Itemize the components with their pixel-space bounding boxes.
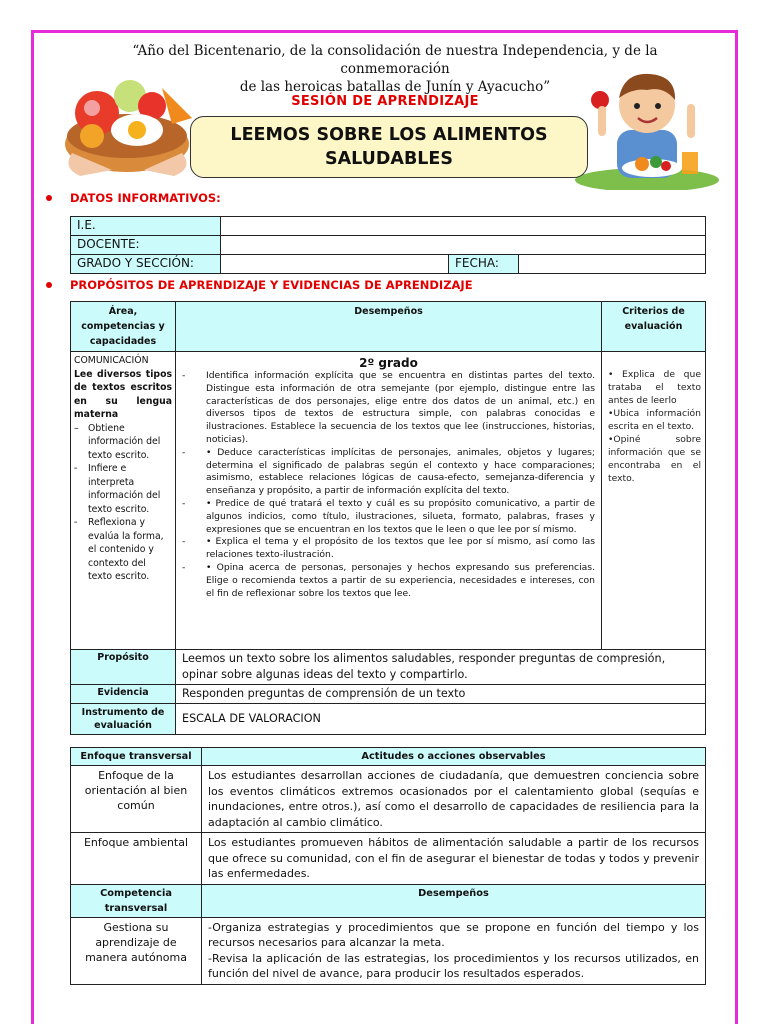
comp-line: -Organiza estrategias y procedimientos que se propone en función del tiempo y los recursos necesarios para alcanzar la meta. (208, 920, 699, 949)
propositos-heading-text: PROPÓSITOS DE APRENDIZAJE Y EVIDENCIAS DE APRENDIZAJE (70, 278, 473, 292)
list-item: - Identifica información explícita que se encuentra en distintas partes del texto. Distingue esta información de otra semejante (por ejemplo, distingue entre las características de dos personajes, elige entre dos datos de un animal, etc.) en diversos tipos de textos de estructura simple, con palabras conocidas e ilustraciones. Establece la secuencia de los textos que lee (instrucciones, historias, noticias). (182, 370, 595, 445)
competencia-name: Gestiona su aprendizaje de manera autónoma (71, 917, 202, 984)
enfoque-text: Los estudiantes promueven hábitos de alimentación saludable a partir de los recursos que ofrece su comunidad, con el fin de asegurar el bienestar de todas y todos y prevenir las enfermedades. (202, 833, 706, 885)
list-item: - Reflexiona y evalúa la forma, el contenido y contexto del texto escrito. (74, 517, 164, 582)
criterio-item: •Opiné sobre información que se encontraba en el texto. (608, 434, 701, 484)
table-row (71, 917, 706, 984)
enfoque-header: Enfoque transversal (71, 748, 202, 766)
area-cell (71, 352, 176, 650)
table-row (71, 650, 706, 685)
evidencia-label: Evidencia (71, 685, 176, 704)
table-row (71, 766, 706, 833)
instrumento-text: ESCALA DE VALORACION (176, 704, 706, 735)
propositos-table (70, 301, 706, 735)
grado-label: GRADO Y SECCIÓN: (71, 255, 221, 274)
list-item: - • Deduce características implícitas de personajes, animales, objetos y lugares; determina el significado de palabras según el contexto y hace comparaciones; asimismo, establece relaciones lógicas de causa-efecto, semejanza-diferencia y enseñanza y propósito, a partir de información explícita del texto. (182, 446, 595, 497)
list-item: - • Predice de qué tratará el texto y cuál es su propósito comunicativo, a partir de algunos indicios, como título, ilustraciones, silueta, formato, palabras, frases y expresiones que se encuentran en los textos que le leen o que lee por sí mismo. (182, 497, 595, 535)
evidencia-text: Responden preguntas de comprensión de un texto (176, 685, 706, 704)
desempenos-list (176, 370, 601, 600)
comp-line: -Revisa la aplicación de las estrategias, los procedimientos y los recursos utilizados, en función del nivel de avance, para producir los resultados esperados. (208, 951, 699, 980)
propositos-heading (46, 278, 473, 292)
proposito-text: Leemos un texto sobre los alimentos saludables, responder preguntas de compresión, opinar sobre algunas ideas del texto y compartirlo. (176, 650, 706, 685)
criterios-header: Criterios de evaluación (602, 302, 706, 352)
desempenos-header: Desempeños (176, 302, 602, 352)
table-row (71, 352, 706, 650)
lesson-title-box (190, 116, 588, 178)
competencia-text: Lee diversos tipos de textos escritos en su lengua materna (74, 368, 172, 420)
enfoque-text: Los estudiantes desarrollan acciones de ciudadanía, que demuestren conciencia sobre los eventos climáticos extremos ocasionados por el calentamiento global (sequías e inundaciones, entre otros.), así como el desarrollo de capacidades de resiliencia para la adaptación al cambio climático. (202, 766, 706, 833)
info-table (70, 216, 706, 274)
datos-heading-text: DATOS INFORMATIVOS: (70, 191, 221, 205)
competencia-header: Competencia transversal (71, 884, 202, 917)
fecha-label: FECHA: (449, 255, 519, 274)
table-row (71, 217, 706, 236)
criterios-cell (602, 352, 706, 650)
criterio-item: • Explica de que trataba el texto antes de leerlo (608, 369, 701, 406)
area-header: Área, competencias y capacidades (71, 302, 176, 352)
motto-line-1: “Año del Bicentenario, de la consolidación de nuestra Independencia, y de la conmemoración (132, 43, 658, 77)
enfoque-name: Enfoque de la orientación al bien común (71, 766, 202, 833)
lesson-title-line-1: LEEMOS SOBRE LOS ALIMENTOS (230, 125, 548, 145)
table-header-row (71, 302, 706, 352)
bullet-icon (46, 195, 52, 201)
grado-value[interactable] (221, 255, 449, 274)
criterio-item: •Ubica información escrita en el texto. (608, 408, 701, 432)
ie-label: I.E. (71, 217, 221, 236)
enfoques-table (70, 747, 706, 985)
datos-heading (46, 191, 221, 205)
proposito-label: Propósito (71, 650, 176, 685)
bullet-icon (46, 282, 52, 288)
grado-title: 2º grado (359, 356, 418, 370)
capacidades-list (74, 422, 172, 584)
list-item: – Obtiene información del texto escrito. (74, 422, 161, 461)
instrumento-label: Instrumento de evaluación (71, 704, 176, 735)
docente-label: DOCENTE: (71, 236, 221, 255)
docente-value[interactable] (221, 236, 706, 255)
fecha-value[interactable] (519, 255, 706, 274)
list-item: - Infiere e interpreta información del texto escrito. (74, 463, 161, 515)
table-row (71, 236, 706, 255)
area-name: COMUNICACIÓN (74, 355, 149, 366)
enfoque-name: Enfoque ambiental (71, 833, 202, 885)
list-item: - • Explica el tema y el propósito de los textos que lee por sí mismo, así como las relaciones texto-ilustración. (182, 536, 595, 561)
competencia-desempenos (202, 917, 706, 984)
list-item: - • Opina acerca de personas, personajes y hechos expresando sus preferencias. Elige o recomienda textos a partir de su experiencia, necesidades e intereses, con el fin de reflexionar sobre los textos que lee. (182, 561, 595, 599)
session-title: SESIÓN DE APRENDIZAJE (291, 94, 479, 109)
table-header-row (71, 748, 706, 766)
national-motto (90, 42, 700, 96)
table-row (71, 685, 706, 704)
table-row (71, 255, 706, 274)
comp-desempenos-header: Desempeños (202, 884, 706, 917)
motto-line-2: de las heroicas batallas de Junín y Ayacucho” (239, 79, 551, 95)
actitudes-header: Actitudes o acciones observables (202, 748, 706, 766)
table-row (71, 704, 706, 735)
desempenos-cell (176, 352, 602, 650)
ie-value[interactable] (221, 217, 706, 236)
lesson-title-line-2: SALUDABLES (324, 149, 453, 169)
table-header-row (71, 884, 706, 917)
table-row (71, 833, 706, 885)
